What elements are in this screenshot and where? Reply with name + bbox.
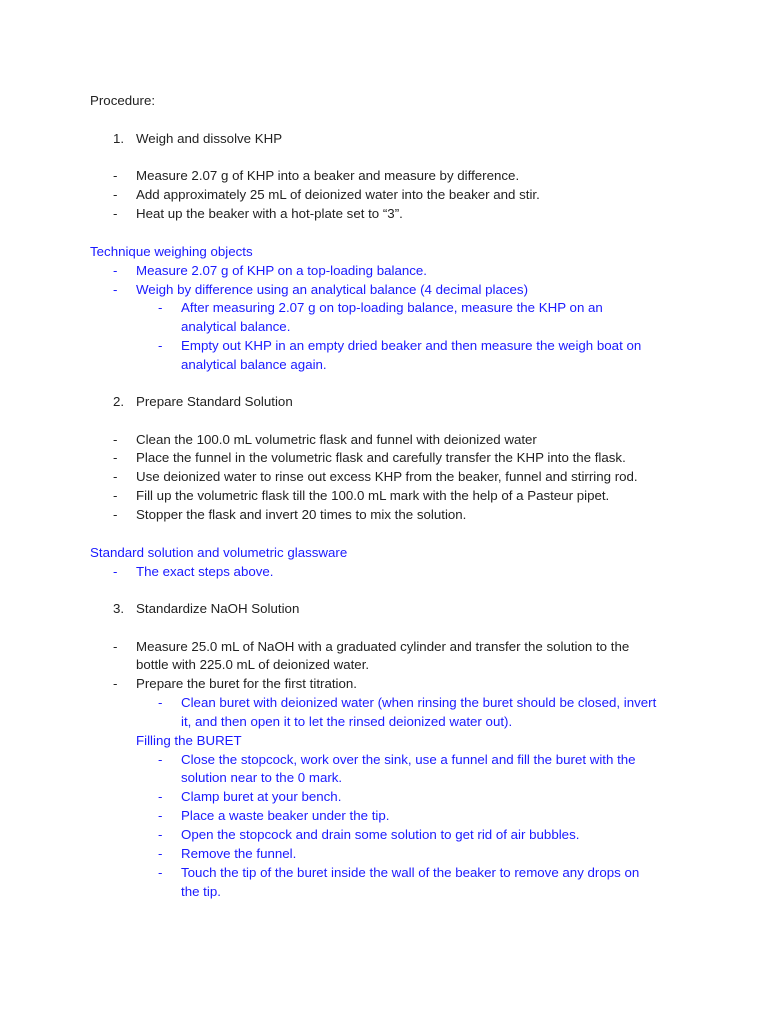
bullet-dash: -	[113, 282, 118, 297]
filling-step: Touch the tip of the buret inside the wall of the beaker to remove any drops on	[181, 865, 640, 880]
bullet-dash: -	[158, 846, 163, 861]
bullet-dash: -	[158, 338, 163, 353]
note-heading: Technique weighing objects	[90, 244, 253, 259]
step-text: Stopper the flask and invert 20 times to mix the solution.	[136, 507, 467, 522]
step-text: Heat up the beaker with a hot-plate set to “3”.	[136, 206, 403, 221]
subnote-text: analytical balance again.	[181, 357, 327, 372]
bullet-dash: -	[113, 432, 118, 447]
section-2-number: 2.	[113, 394, 125, 409]
bullet-dash: -	[113, 450, 118, 465]
section-2-title: Prepare Standard Solution	[136, 394, 293, 409]
bullet-dash: -	[113, 507, 118, 522]
bullet-dash: -	[158, 695, 163, 710]
note-text: The exact steps above.	[136, 564, 274, 579]
filling-step: Close the stopcock, work over the sink, use a funnel and fill the buret with the	[181, 752, 636, 767]
note-text: Weigh by difference using an analytical balance (4 decimal places)	[136, 282, 528, 297]
bullet-dash: -	[158, 752, 163, 767]
bullet-dash: -	[113, 168, 118, 183]
bullet-dash: -	[158, 808, 163, 823]
bullet-dash: -	[113, 206, 118, 221]
step-text: Place the funnel in the volumetric flask and carefully transfer the KHP into the flask.	[136, 450, 626, 465]
subnote-text: analytical balance.	[181, 319, 291, 334]
note-text: Measure 2.07 g of KHP on a top-loading balance.	[136, 263, 428, 278]
bullet-dash: -	[113, 469, 118, 484]
subnote-text: Empty out KHP in an empty dried beaker and then measure the weigh boat on	[181, 338, 642, 353]
bullet-dash: -	[113, 564, 118, 579]
step-text: Measure 25.0 mL of NaOH with a graduated cylinder and transfer the solution to the	[136, 639, 630, 654]
filling-heading: Filling the BURET	[136, 733, 242, 748]
step-text: bottle with 225.0 mL of deionized water.	[136, 657, 370, 672]
filling-step: solution near to the 0 mark.	[181, 770, 343, 785]
note-heading: Standard solution and volumetric glassware	[90, 545, 348, 560]
bullet-dash: -	[113, 639, 118, 654]
section-3-title: Standardize NaOH Solution	[136, 601, 300, 616]
filling-step: Place a waste beaker under the tip.	[181, 808, 390, 823]
section-1-title: Weigh and dissolve KHP	[136, 131, 283, 146]
filling-step: Clamp buret at your bench.	[181, 789, 342, 804]
step-text: Add approximately 25 mL of deionized water into the beaker and stir.	[136, 187, 540, 202]
step-text: Prepare the buret for the first titration.	[136, 676, 357, 691]
subnote-text: After measuring 2.07 g on top-loading balance, measure the KHP on an	[181, 300, 603, 315]
step-text: Measure 2.07 g of KHP into a beaker and measure by difference.	[136, 168, 520, 183]
step-text: Fill up the volumetric flask till the 100.0 mL mark with the help of a Pasteur pipet.	[136, 488, 610, 503]
filling-step: Open the stopcock and drain some solution to get rid of air bubbles.	[181, 827, 580, 842]
bullet-dash: -	[158, 300, 163, 315]
section-3-number: 3.	[113, 601, 125, 616]
bullet-dash: -	[113, 187, 118, 202]
procedure-heading: Procedure:	[90, 93, 156, 108]
filling-step: the tip.	[181, 884, 221, 899]
step-text: Use deionized water to rinse out excess KHP from the beaker, funnel and stirring rod.	[136, 469, 638, 484]
bullet-dash: -	[113, 263, 118, 278]
section-1-number: 1.	[113, 131, 125, 146]
bullet-dash: -	[113, 488, 118, 503]
bullet-dash: -	[158, 789, 163, 804]
step-text: Clean the 100.0 mL volumetric flask and funnel with deionized water	[136, 432, 537, 447]
subnote-text: Clean buret with deionized water (when rinsing the buret should be closed, invert	[181, 695, 657, 710]
filling-step: Remove the funnel.	[181, 846, 297, 861]
bullet-dash: -	[113, 676, 118, 691]
bullet-dash: -	[158, 827, 163, 842]
subnote-text: it, and then open it to let the rinsed deionized water out).	[181, 714, 513, 729]
bullet-dash: -	[158, 865, 163, 880]
